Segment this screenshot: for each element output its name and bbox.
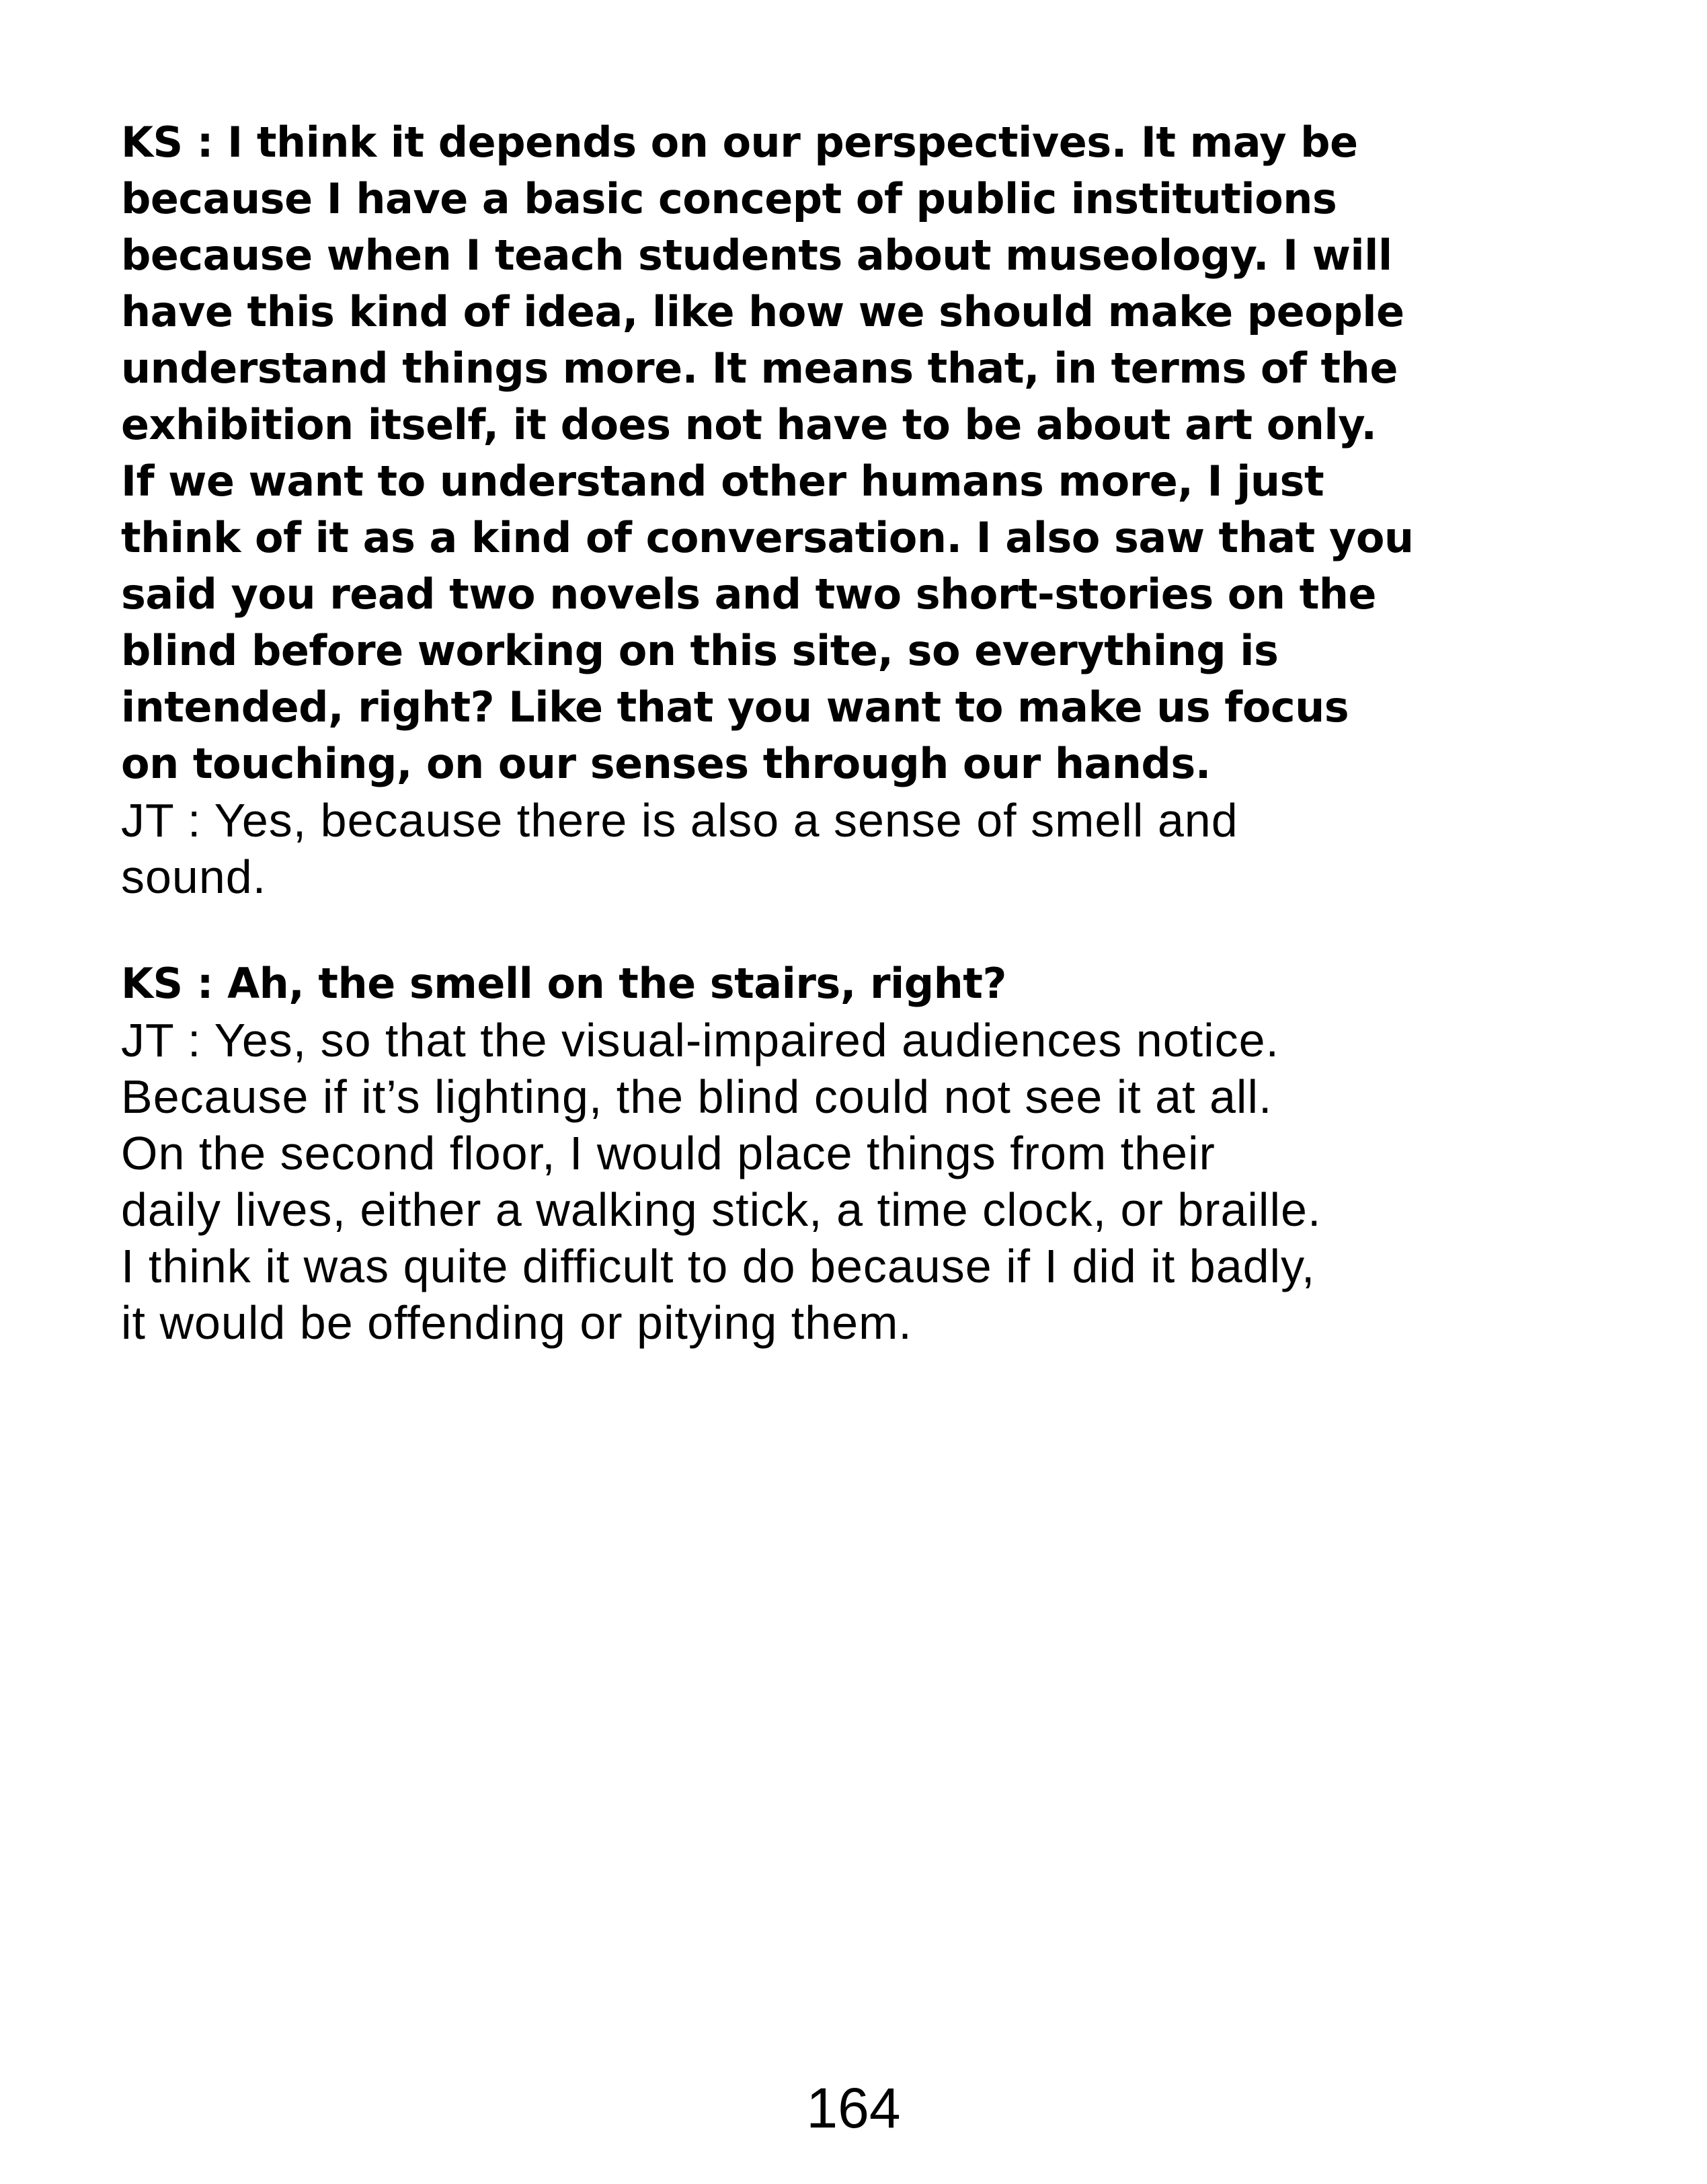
text-line: understand things more. It means that, in terms of the bbox=[121, 344, 1398, 393]
text-line: because I have a basic concept of public institutions bbox=[121, 174, 1337, 223]
interview-exchange-2 bbox=[121, 956, 1600, 1351]
text-line: KS : Ah, the smell on the stairs, right? bbox=[121, 959, 1006, 1008]
text-line: blind before working on this site, so everything is bbox=[121, 626, 1279, 675]
text-line: Because if it’s lighting, the blind could not see it at all. bbox=[121, 1070, 1273, 1123]
text-line: I think it was quite difficult to do because if I did it badly, bbox=[121, 1240, 1316, 1292]
ks-question-1 bbox=[121, 114, 1600, 792]
text-line: think of it as a kind of conversation. I also saw that you bbox=[121, 513, 1414, 562]
text-line: intended, right? Like that you want to make us focus bbox=[121, 682, 1349, 732]
text-line: exhibition itself, it does not have to be about art only. bbox=[121, 400, 1377, 449]
text-line: said you read two novels and two short-stories on the bbox=[121, 570, 1376, 619]
text-line: KS : I think it depends on our perspectives. It may be bbox=[121, 118, 1358, 167]
interview-exchange-1 bbox=[121, 114, 1600, 905]
text-line: because when I teach students about museology. I will bbox=[121, 231, 1392, 280]
text-line: have this kind of idea, like how we should make people bbox=[121, 287, 1404, 336]
jt-answer-1 bbox=[121, 792, 1600, 905]
text-line: On the second floor, I would place things from their bbox=[121, 1127, 1216, 1179]
text-line: sound. bbox=[121, 851, 267, 903]
ks-question-2 bbox=[121, 956, 1600, 1012]
text-line: JT : Yes, so that the visual-impaired audiences notice. bbox=[121, 1014, 1280, 1066]
text-line: daily lives, either a walking stick, a time clock, or braille. bbox=[121, 1183, 1322, 1236]
jt-answer-2 bbox=[121, 1012, 1600, 1351]
page-number: 164 bbox=[806, 2076, 901, 2140]
text-line: JT : Yes, because there is also a sense of smell and bbox=[121, 794, 1238, 847]
text-line: on touching, on our senses through our hands. bbox=[121, 739, 1211, 788]
text-line: it would be offending or pitying them. bbox=[121, 1296, 912, 1349]
text-line: If we want to understand other humans more, I just bbox=[121, 457, 1324, 506]
